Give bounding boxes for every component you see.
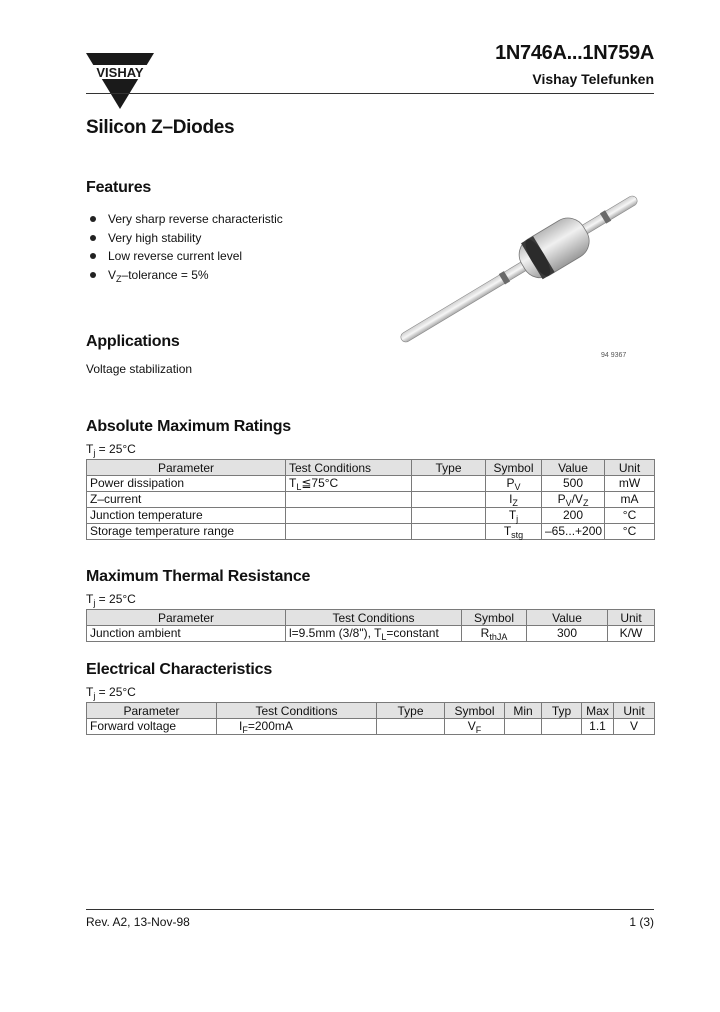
electrical-heading: Electrical Characteristics	[86, 661, 273, 678]
cell-type	[412, 508, 486, 524]
cell-unit: mA	[605, 492, 655, 508]
col-max: Max	[582, 703, 614, 719]
symbol-subscript: F	[475, 725, 482, 735]
symbol: V	[467, 719, 476, 733]
col-value: Value	[527, 610, 608, 626]
cell-type	[412, 492, 486, 508]
symbol-subscript: Z	[512, 498, 518, 508]
cell-test-conditions	[286, 524, 412, 540]
abs-max-heading: Absolute Maximum Ratings	[86, 418, 292, 435]
document-title: Silicon Z–Diodes	[86, 117, 235, 138]
symbol: R	[480, 626, 490, 640]
cell-symbol	[486, 476, 542, 492]
symbol-subscript: thJA	[489, 632, 508, 642]
tc-symbol: I	[239, 719, 243, 733]
table-header-row	[87, 610, 655, 626]
applications-heading: Applications	[86, 333, 180, 350]
cell-parameter: Junction temperature	[87, 508, 286, 524]
cell-value: 200	[542, 508, 605, 524]
cell-parameter: Z–current	[87, 492, 286, 508]
feature-item: Very sharp reverse characteristic	[90, 210, 283, 229]
cell-value	[542, 492, 605, 508]
value-subscript: V	[565, 498, 572, 508]
cell-unit: mW	[605, 476, 655, 492]
cell-unit: °C	[605, 508, 655, 524]
table-row	[87, 524, 655, 540]
cell-value: –65...+200	[542, 524, 605, 540]
symbol-subscript: j	[516, 514, 519, 524]
cond-symbol: T	[86, 442, 94, 456]
vishay-logo-graphic	[86, 53, 154, 109]
cell-unit: K/W	[608, 626, 655, 642]
symbol: T	[503, 524, 512, 538]
cell-test-conditions	[286, 492, 412, 508]
part-number: 1N746A...1N759A	[495, 42, 654, 64]
table-row	[87, 476, 655, 492]
cond-symbol: T	[86, 592, 94, 606]
symbol: P	[506, 476, 515, 490]
cell-symbol	[445, 719, 505, 735]
value-part: /V	[571, 492, 583, 506]
cell-symbol	[486, 508, 542, 524]
cond-value: = 25°C	[95, 442, 136, 456]
cell-symbol	[486, 492, 542, 508]
vz-symbol: V	[108, 267, 117, 282]
feature-item: Low reverse current level	[90, 247, 283, 266]
table-row	[87, 492, 655, 508]
electrical-condition	[86, 685, 136, 699]
feature-item: Very high stability	[90, 229, 283, 248]
vishay-logo	[86, 53, 154, 109]
table-row	[87, 508, 655, 524]
col-symbol: Symbol	[462, 610, 527, 626]
cell-unit: V	[614, 719, 655, 735]
page-number: 1 (3)	[629, 915, 654, 929]
cell-parameter: Storage temperature range	[87, 524, 286, 540]
table-header-row	[87, 460, 655, 476]
thermal-condition	[86, 592, 136, 606]
features-list	[90, 210, 283, 284]
symbol: I	[509, 492, 513, 506]
cell-symbol	[486, 524, 542, 540]
cell-parameter: Power dissipation	[87, 476, 286, 492]
col-test-conditions: Test Conditions	[217, 703, 377, 719]
cell-symbol	[462, 626, 527, 642]
cell-unit: °C	[605, 524, 655, 540]
cell-parameter: Forward voltage	[87, 719, 217, 735]
col-type: Type	[377, 703, 445, 719]
thermal-heading: Maximum Thermal Resistance	[86, 568, 311, 585]
cell-min	[505, 719, 542, 735]
col-type: Type	[412, 460, 486, 476]
tc-text: l=9.5mm (3/8"), T	[289, 626, 382, 640]
cell-value: 300	[527, 626, 608, 642]
cond-subscript: j	[93, 691, 96, 701]
cell-max: 1.1	[582, 719, 614, 735]
cell-test-conditions	[286, 476, 412, 492]
col-min: Min	[505, 703, 542, 719]
col-test-conditions: Test Conditions	[286, 460, 412, 476]
cell-value: 500	[542, 476, 605, 492]
cond-subscript: j	[93, 448, 96, 458]
logo-text: VISHAY	[96, 65, 144, 80]
value-part: P	[557, 492, 566, 506]
symbol: T	[508, 508, 517, 522]
features-heading: Features	[86, 179, 152, 196]
electrical-table	[86, 702, 655, 735]
col-symbol: Symbol	[486, 460, 542, 476]
col-parameter: Parameter	[87, 610, 286, 626]
col-test-conditions: Test Conditions	[286, 610, 462, 626]
cell-typ	[542, 719, 582, 735]
cond-value: = 25°C	[95, 592, 136, 606]
applications-text: Voltage stabilization	[86, 362, 193, 376]
footer-divider	[86, 909, 654, 910]
feature-item	[90, 266, 283, 285]
tc-subscript: L	[296, 482, 302, 492]
figure-code: 94 9367	[601, 352, 627, 359]
tc-text: =constant	[386, 626, 439, 640]
value-subscript: Z	[582, 498, 589, 508]
vz-tolerance-text: –tolerance = 5%	[121, 267, 209, 282]
cell-type	[377, 719, 445, 735]
thermal-table	[86, 609, 655, 642]
diode-illustration	[384, 186, 654, 352]
symbol-subscript: V	[514, 482, 521, 492]
col-parameter: Parameter	[87, 460, 286, 476]
col-value: Value	[542, 460, 605, 476]
cell-type	[412, 524, 486, 540]
tc-subscript: L	[381, 632, 387, 642]
col-typ: Typ	[542, 703, 582, 719]
table-header-row	[87, 703, 655, 719]
col-symbol: Symbol	[445, 703, 505, 719]
cond-value: = 25°C	[95, 685, 136, 699]
col-unit: Unit	[614, 703, 655, 719]
cell-type	[412, 476, 486, 492]
col-unit: Unit	[608, 610, 655, 626]
col-parameter: Parameter	[87, 703, 217, 719]
vz-subscript: Z	[116, 273, 122, 284]
revision-info: Rev. A2, 13-Nov-98	[86, 915, 190, 929]
company-name: Vishay Telefunken	[532, 71, 654, 87]
tc-value: =200mA	[247, 719, 293, 733]
tc-value: ≦75°C	[301, 476, 339, 490]
abs-max-table	[86, 459, 655, 540]
table-row	[87, 626, 655, 642]
abs-max-condition	[86, 442, 136, 456]
tc-symbol: T	[289, 476, 297, 490]
cell-test-conditions	[286, 508, 412, 524]
cell-test-conditions	[217, 719, 377, 735]
cell-test-conditions	[286, 626, 462, 642]
cell-parameter: Junction ambient	[87, 626, 286, 642]
table-row	[87, 719, 655, 735]
cond-symbol: T	[86, 685, 94, 699]
cond-subscript: j	[93, 598, 96, 608]
header-divider	[86, 93, 654, 94]
col-unit: Unit	[605, 460, 655, 476]
tc-subscript: F	[242, 725, 248, 735]
diode-image	[384, 186, 654, 352]
symbol-subscript: stg	[511, 530, 524, 540]
